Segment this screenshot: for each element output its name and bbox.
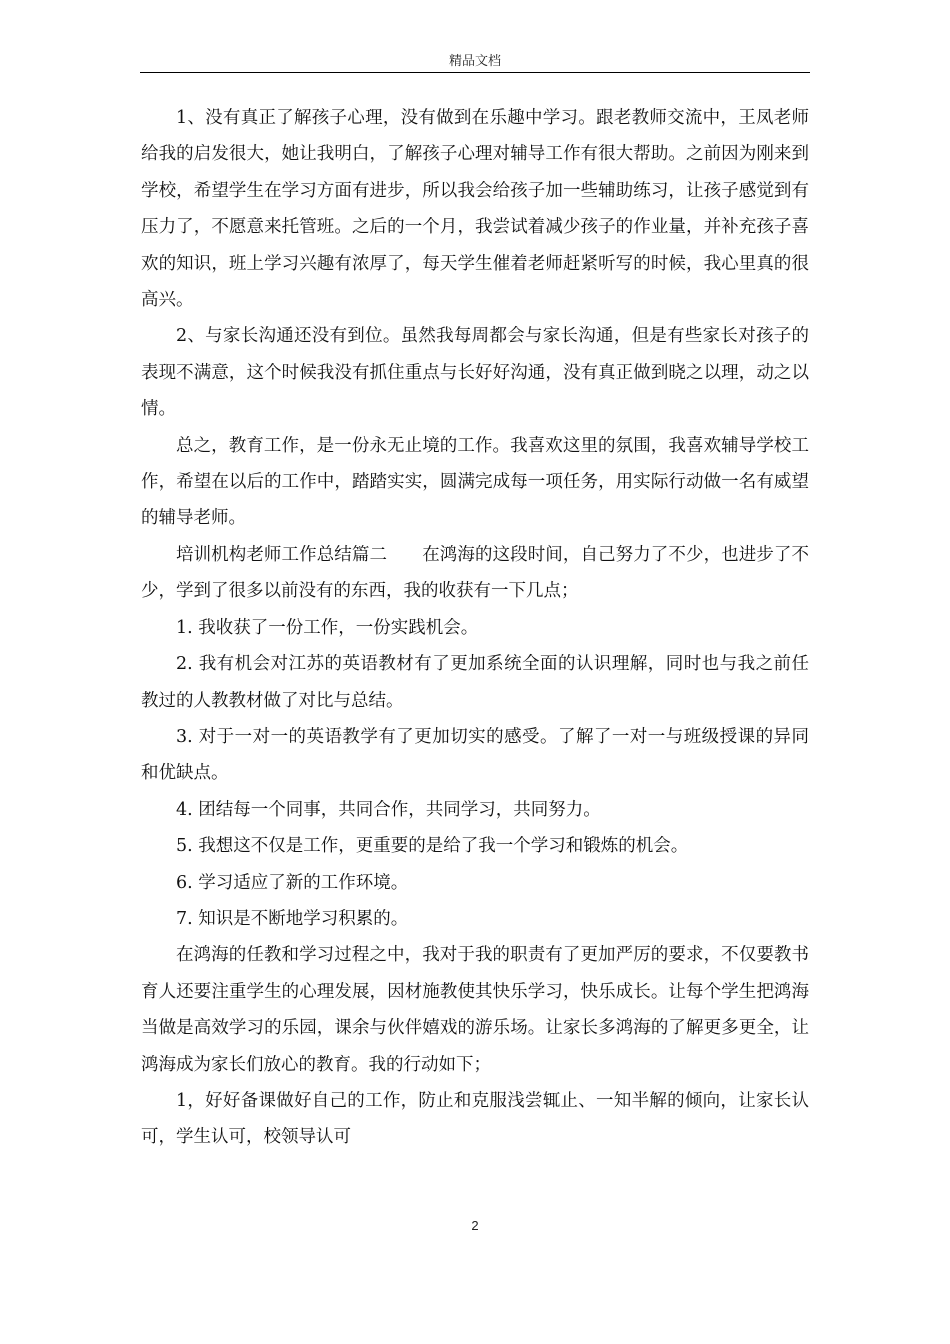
paragraph: 2、与家长沟通还没有到位。虽然我每周都会与家长沟通，但是有些家长对孩子的表现不满意，这个时候我没有抓住重点与长好好沟通，没有真正做到晓之以理，动之以情。 (141, 326, 809, 420)
paragraph: 培训机构老师工作总结篇二 在鸿海的这段时间，自己努力了不少，也进步了不少，学到了很多以前没有的东西，我的收获有一下几点； (141, 544, 809, 602)
list-item: 2. 我有机会对江苏的英语教材有了更加系统全面的认识理解，同时也与我之前任教过的人教教材做了对比与总结。 (141, 654, 809, 711)
list-item: 3. 对于一对一的英语教学有了更加切实的感受。了解了一对一与班级授课的异同和优缺点。 (141, 726, 809, 784)
list-item: 6. 学习适应了新的工作环境。 (176, 872, 409, 893)
page-number: 2 (471, 1218, 479, 1233)
document-body (141, 100, 809, 1156)
paragraph: 1、没有真正了解孩子心理，没有做到在乐趣中学习。跟老教师交流中，王凤老师给我的启发很大，她让我明白，了解孩子心理对辅导工作有很大帮助。之前因为刚来到学校，希望学生在学习方面有进步，所以我会给孩子加一些辅助练习，让孩子感觉到有压力了，不愿意来托管班。之后的一个月，我尝试着减少孩子的作业量，并补充孩子喜欢的知识，班上学习兴趣有浓厚了，每天学生催着老师赶紧听写的时候，我心里真的很高兴。 (141, 108, 809, 311)
list-item: 5. 我想这不仅是工作，更重要的是给了我一个学习和锻炼的机会。 (176, 836, 689, 857)
list-item: 7. 知识是不断地学习积累的。 (176, 908, 409, 929)
page-header: 精品文档 (448, 54, 501, 69)
paragraph: 在鸿海的任教和学习过程之中，我对于我的职责有了更加严厉的要求，不仅要教书育人还要注重学生的心理发展，因材施教使其快乐学习，快乐成长。让每个学生把鸿海当做是高效学习的乐园，课余与伙伴嬉戏的游乐场。让家长多鸿海的了解更多更全，让鸿海成为家长们放心的教育。我的行动如下； (141, 945, 809, 1075)
header-divider (140, 72, 810, 73)
paragraph: 1，好好备课做好自己的工作，防止和克服浅尝辄止、一知半解的倾向，让家长认可，学生认可，校领导认可 (141, 1090, 809, 1148)
list-item: 4. 团结每一个同事，共同合作，共同学习，共同努力。 (176, 799, 601, 820)
list-item: 1. 我收获了一份工作，一份实践机会。 (176, 617, 479, 638)
paragraph: 总之，教育工作，是一份永无止境的工作。我喜欢这里的氛围，我喜欢辅导学校工作，希望在以后的工作中，踏踏实实，圆满完成每一项任务，用实际行动做一名有威望的辅导老师。 (141, 435, 809, 529)
